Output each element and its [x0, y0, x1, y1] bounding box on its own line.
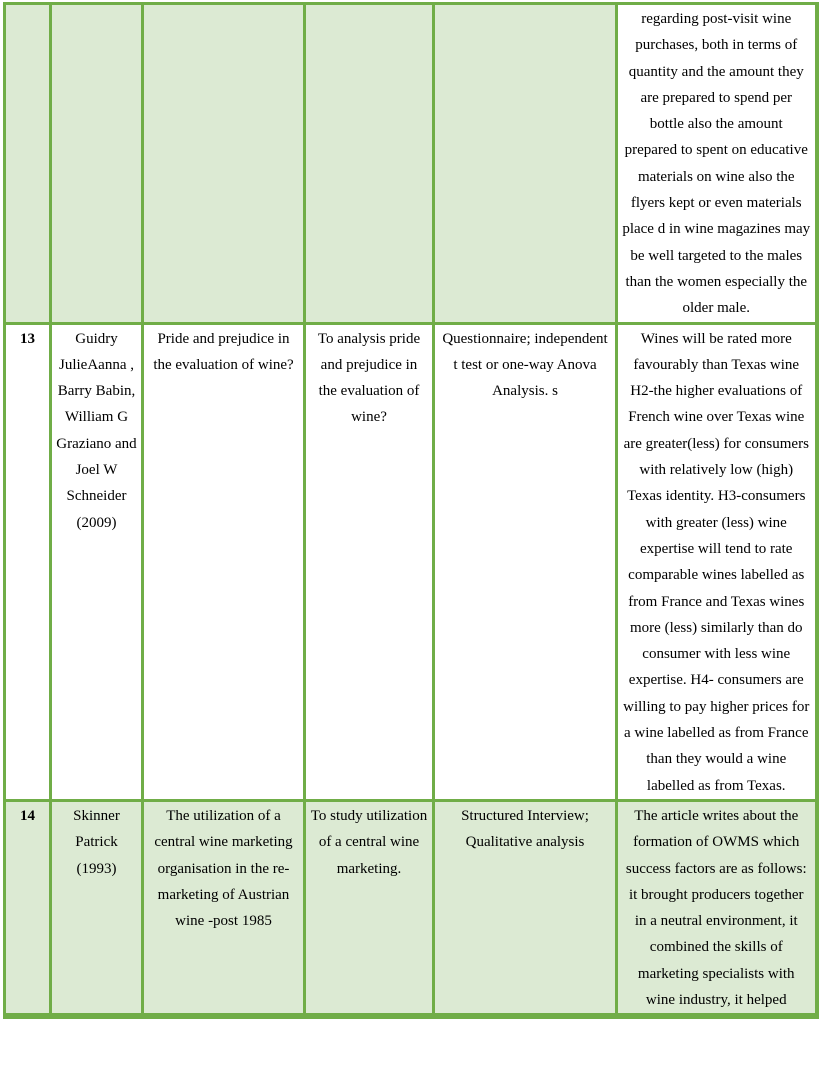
table-row-continuation: [5, 4, 817, 324]
cell-methodology: [434, 4, 617, 324]
cell-no: [5, 4, 51, 324]
cell-findings: regarding post-visit wine purchases, both in terms of quantity and the amount they are prepared to spend per bottle also the amount prepared to spent on educative materials on wine also the flyers kept or even materials place d in wine magazines may be well targeted to the males than the women especially the older male.: [617, 4, 817, 324]
literature-review-table: [3, 2, 819, 1019]
cell-title: The utilization of a central wine marketing organisation in the re-marketing of Austrian wine -post 1985: [143, 800, 305, 1016]
cell-findings: Wines will be rated more favourably than Texas wine H2-the higher evaluations of French wine over Texas wine are greater(less) for consumers with relatively low (high) Texas identity. H3-consumers with greater (less) wine expertise will tend to rate comparable wines labelled as from France and Texas wines more (less) similarly than do consumer with less wine expertise. H4- consumers are willing to pay higher prices for a wine labelled as from France than they would a wine labelled as from Texas.: [617, 323, 817, 800]
cell-methodology: Questionnaire; independent t test or one-way Anova Analysis. s: [434, 323, 617, 800]
document-page: [0, 2, 820, 1019]
cell-methodology: Structured Interview; Qualitative analysis: [434, 800, 617, 1016]
cell-no: 13: [5, 323, 51, 800]
cell-authors: Guidry JulieAanna , Barry Babin, William G Graziano and Joel W Schneider (2009): [51, 323, 143, 800]
cell-objective: [305, 4, 434, 324]
cell-no: 14: [5, 800, 51, 1016]
cell-title: Pride and prejudice in the evaluation of wine?: [143, 323, 305, 800]
cell-objective: To study utilization of a central wine marketing.: [305, 800, 434, 1016]
table-row-14: [5, 800, 817, 1016]
cell-authors: [51, 4, 143, 324]
cell-authors: Skinner Patrick (1993): [51, 800, 143, 1016]
table-row-13: [5, 323, 817, 800]
cell-objective: To analysis pride and prejudice in the evaluation of wine?: [305, 323, 434, 800]
cell-title: [143, 4, 305, 324]
cell-findings: The article writes about the formation of OWMS which success factors are as follows: it brought producers together in a neutral environment, it combined the skills of marketing specialists with wine industry, it helped: [617, 800, 817, 1016]
